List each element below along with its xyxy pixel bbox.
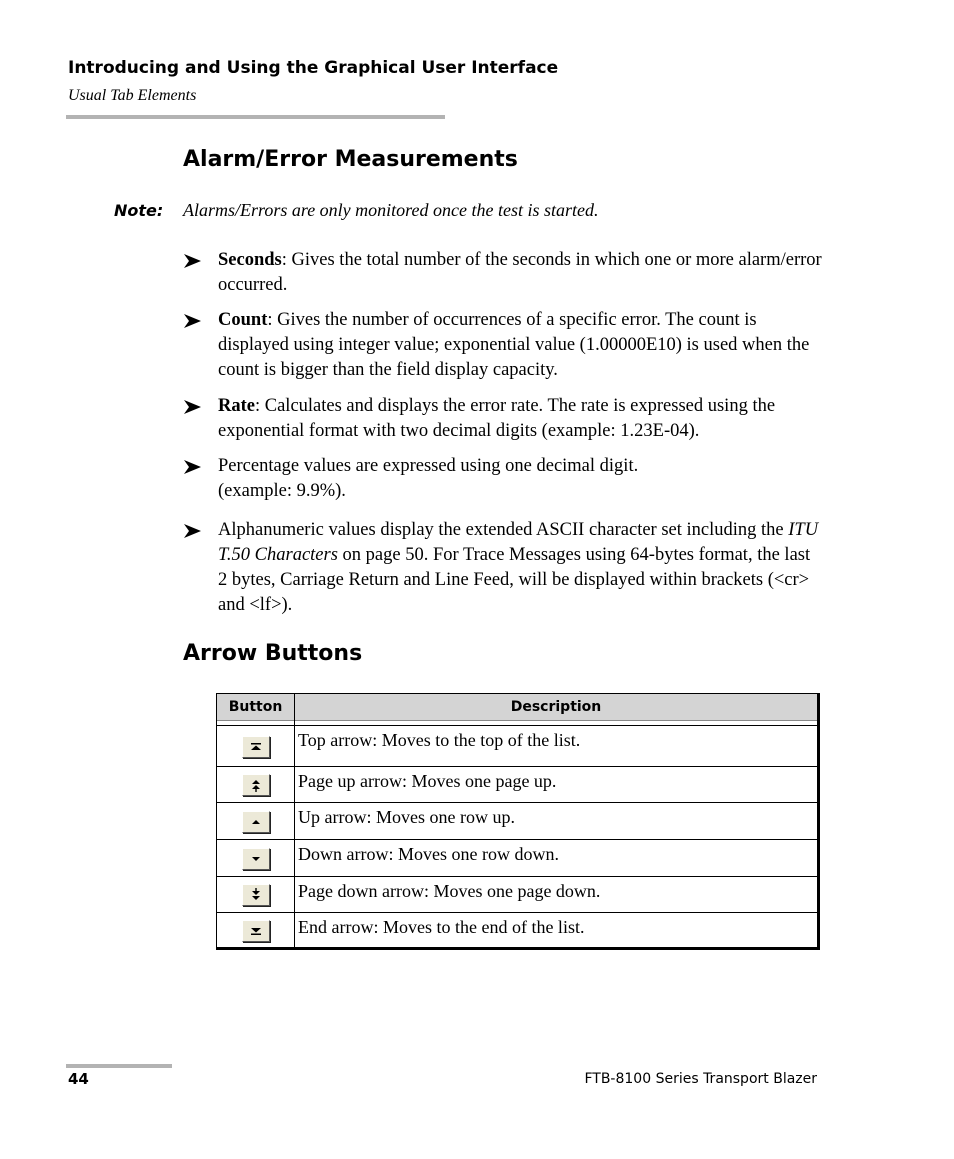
footer-product-name: FTB-8100 Series Transport Blazer <box>584 1071 817 1087</box>
row-description: Up arrow: Moves one row up. <box>295 803 819 840</box>
section-heading-alarm-error: Alarm/Error Measurements <box>183 147 518 172</box>
bullet-text-line2: (example: 9.9%). <box>218 481 346 501</box>
bullet-rate <box>183 394 823 444</box>
bullet-text: Alphanumeric values display the extended ASCII character set including the <box>218 520 789 540</box>
bullet-arrow-icon <box>183 311 203 331</box>
bullet-arrow-icon <box>183 521 203 541</box>
table-row <box>217 877 819 913</box>
table-row <box>217 840 819 877</box>
bullet-text: : Gives the total number of the seconds in which one or more alarm/error occurred. <box>218 250 822 295</box>
table-row <box>217 803 819 840</box>
header-rule <box>66 115 445 119</box>
running-header-title: Introducing and Using the Graphical User Interface <box>68 58 559 78</box>
row-description: Page up arrow: Moves one page up. <box>295 767 819 803</box>
bullet-alphanumeric <box>183 518 823 618</box>
row-description: Top arrow: Moves to the top of the list. <box>295 726 819 767</box>
bullet-text: : Calculates and displays the error rate. The rate is expressed using the exponential format with two decimal digits (example: 1.23E-04). <box>218 396 776 441</box>
bullet-text-line1: Percentage values are expressed using one decimal digit. <box>218 456 639 476</box>
footer-rule <box>66 1064 172 1068</box>
bullet-seconds <box>183 248 823 298</box>
bullet-count <box>183 308 823 383</box>
bullet-term: Seconds <box>218 250 282 270</box>
section-heading-arrow-buttons: Arrow Buttons <box>183 641 363 666</box>
bullet-arrow-icon <box>183 397 203 417</box>
table-row <box>217 726 819 767</box>
cross-reference-link[interactable]: ITU T.50 Characters <box>218 520 819 565</box>
page-down-arrow-icon <box>242 884 270 906</box>
page-up-arrow-icon <box>242 774 270 796</box>
end-arrow-icon <box>242 920 270 942</box>
bullet-arrow-icon <box>183 251 203 271</box>
arrow-buttons-table <box>216 693 820 950</box>
bullet-term: Count <box>218 310 268 330</box>
up-arrow-icon <box>242 811 270 833</box>
top-arrow-icon <box>242 736 270 758</box>
bullet-arrow-icon <box>183 457 203 477</box>
note-label: Note: <box>114 201 164 220</box>
table-header-row <box>217 694 819 721</box>
bullet-percentage <box>183 454 823 504</box>
bullet-text: on page 50. For Trace Messages using 64-bytes format, the last 2 bytes, Carriage Return and Line Feed, will be displayed within brackets (<cr> and <lf>). <box>218 545 811 615</box>
table-row <box>217 913 819 949</box>
column-header-button: Button <box>217 694 295 721</box>
running-header-subtitle: Usual Tab Elements <box>68 87 197 104</box>
bullet-text: : Gives the number of occurrences of a specific error. The count is displayed using integer value; exponential value (1.00000E10) is used when the count is bigger than the field display capacity. <box>218 310 810 380</box>
bullet-term: Rate <box>218 396 255 416</box>
note-text: Alarms/Errors are only monitored once the test is started. <box>183 200 599 220</box>
row-description: End arrow: Moves to the end of the list. <box>295 913 819 949</box>
down-arrow-icon <box>242 848 270 870</box>
page-number: 44 <box>68 1070 89 1088</box>
row-description: Down arrow: Moves one row down. <box>295 840 819 877</box>
table-row <box>217 767 819 803</box>
column-header-description: Description <box>295 694 819 721</box>
row-description: Page down arrow: Moves one page down. <box>295 877 819 913</box>
